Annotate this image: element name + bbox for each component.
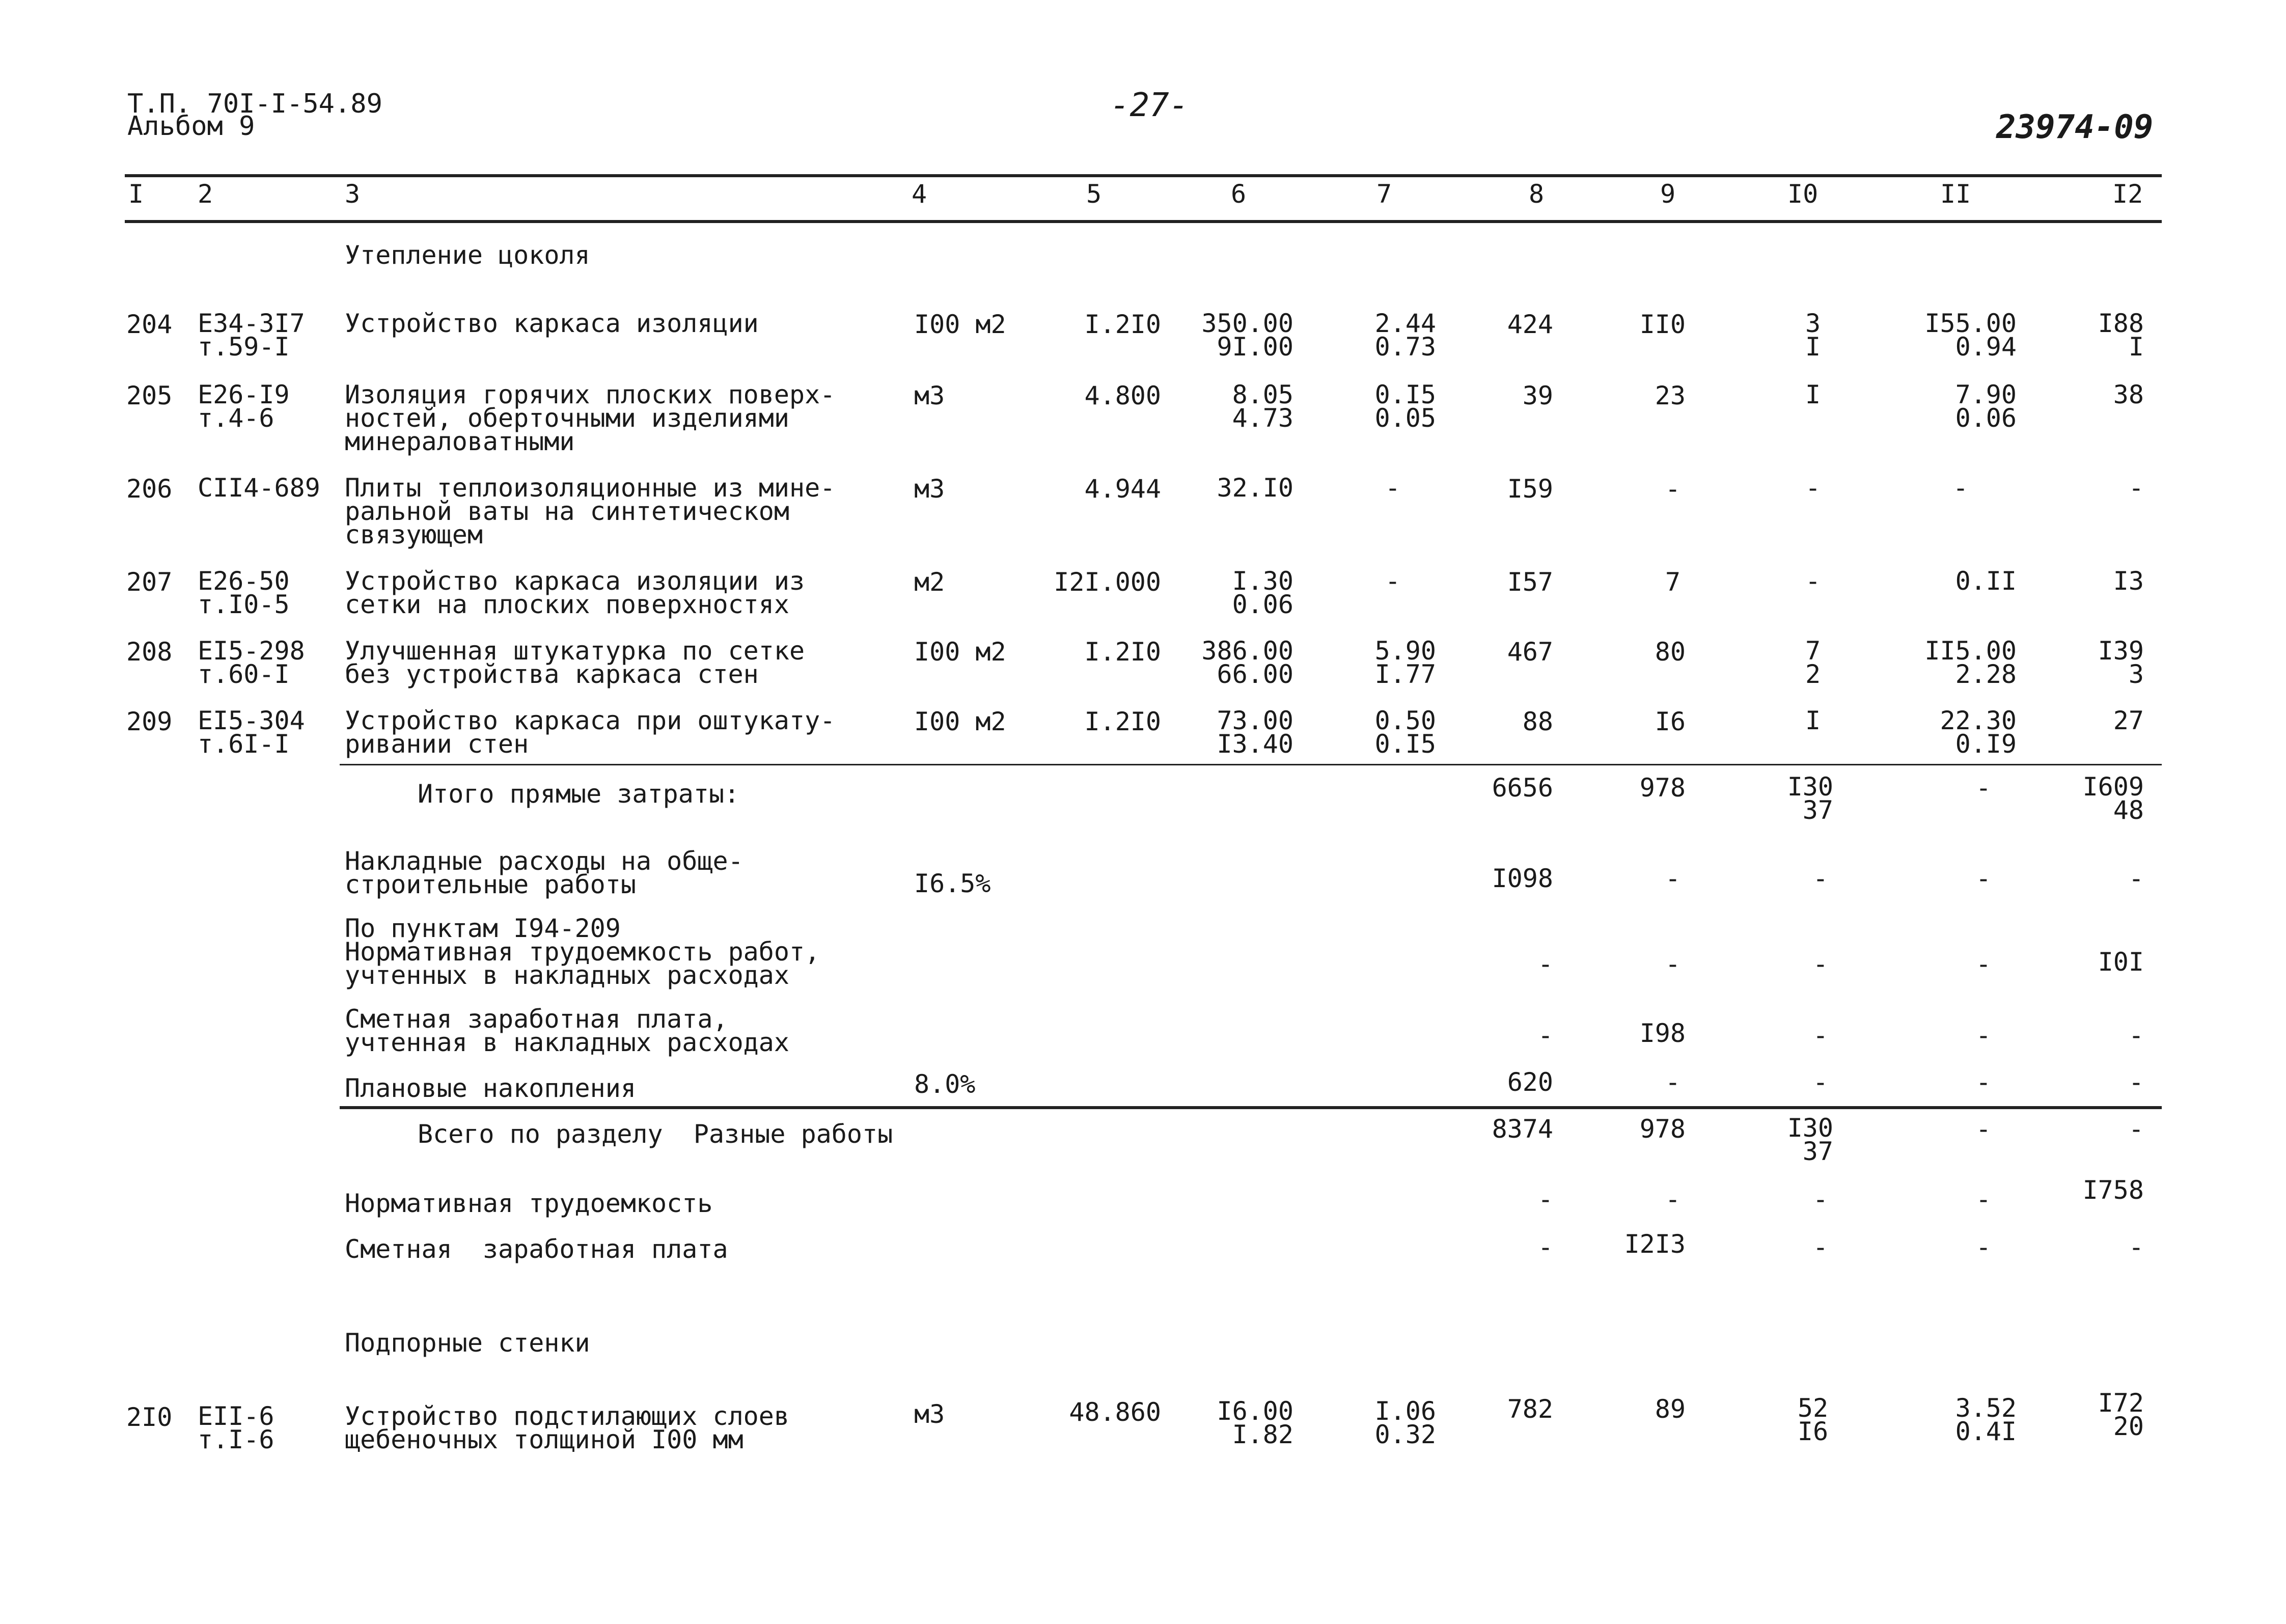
col11-value: II5.00 2.28	[1924, 636, 2017, 689]
quantity: I.2I0	[1084, 637, 1161, 667]
total-label: Сметная заработная плата, учтенная в накладных расходах	[345, 1004, 789, 1057]
col7-value: 2.44 0.73	[1374, 309, 1436, 362]
total-label: По пунктам I94-209 Нормативная трудоемкость работ, учтенных в накладных расходах	[345, 914, 820, 990]
work-description: Устройство каркаса изоляции	[345, 309, 759, 338]
work-description: Плиты теплоизоляционные из мине- ральной ваты на синтетическом связующем	[345, 473, 836, 549]
col9-value: -	[1665, 1185, 1681, 1214]
row-number: 209	[126, 707, 173, 736]
col11-value: -	[1975, 1232, 1991, 1262]
col-header: 2	[198, 179, 213, 209]
col7-value: -	[1385, 566, 1400, 596]
col12-value: -	[2128, 473, 2144, 503]
total-label: Всего по разделу Разные работы	[418, 1119, 893, 1149]
col-header: 7	[1376, 179, 1392, 209]
unit: I00 м2	[914, 707, 1006, 736]
total-label: Накладные расходы на обще- строительные работы	[345, 846, 743, 899]
col8-value: I59	[1507, 474, 1553, 504]
col8-value: 424	[1507, 310, 1553, 339]
work-description: Устройство каркаса изоляции из сетки на плоских поверхностях	[345, 566, 805, 619]
col11-value: I55.00 0.94	[1924, 309, 2017, 362]
unit: м3	[914, 381, 945, 410]
quantity: 4.800	[1084, 381, 1161, 410]
col10-value: -	[1805, 473, 1821, 503]
col12-value: I0I	[2098, 947, 2144, 977]
section-title: Подпорные стенки	[345, 1328, 590, 1358]
archive-code: 23974-09	[1996, 108, 2154, 146]
rate-code: ЕII-6 т.I-6	[198, 1401, 274, 1454]
col10-value: -	[1812, 1021, 1828, 1050]
col-header: 8	[1529, 179, 1545, 209]
col10-value: I	[1805, 380, 1821, 409]
col10-value: -	[1812, 1067, 1828, 1097]
col-header: I2	[2112, 179, 2143, 209]
col8-value: -	[1537, 949, 1553, 979]
col8-value: 39	[1522, 381, 1553, 410]
col-header: I0	[1787, 179, 1819, 209]
row-number: 208	[126, 637, 173, 667]
totals-top-rule	[340, 764, 2162, 765]
col7-value: I.06 0.32	[1374, 1396, 1436, 1449]
col8-value: -	[1537, 1021, 1553, 1050]
col10-value: I30 37	[1787, 1113, 1833, 1166]
col11-value: -	[1975, 1114, 1991, 1144]
col11-value: -	[1975, 864, 1991, 893]
section-total-rule	[340, 1106, 2162, 1109]
rate-percent: 8.0%	[914, 1069, 976, 1099]
col-header: 5	[1086, 179, 1102, 209]
col-header: 3	[345, 179, 361, 209]
col12-value: I39 3	[2098, 636, 2144, 689]
col8-value: 88	[1522, 707, 1553, 736]
quantity: 4.944	[1084, 474, 1161, 504]
col9-value: 80	[1655, 637, 1686, 667]
col9-value: 89	[1655, 1394, 1686, 1424]
unit-price: 350.00 9I.00	[1201, 309, 1293, 362]
col10-value: 7 2	[1805, 636, 1821, 689]
col11-value: 22.30 0.I9	[1940, 706, 2017, 759]
col8-value: I57	[1507, 567, 1553, 597]
col9-value: 978	[1639, 773, 1686, 803]
section-title: Утепление цоколя	[345, 240, 590, 270]
col11-value: 0.II	[1955, 566, 2017, 596]
col8-value: I098	[1492, 864, 1553, 893]
col10-value: -	[1812, 1232, 1828, 1262]
total-label: Сметная заработная плата	[345, 1234, 728, 1264]
col12-value: -	[2128, 1067, 2144, 1097]
col12-value: -	[2128, 1114, 2144, 1144]
col10-value: 52 I6	[1797, 1393, 1829, 1446]
col12-value: I3	[2113, 566, 2144, 596]
col9-value: -	[1665, 1067, 1681, 1097]
col11-value: -	[1975, 1185, 1991, 1214]
row-number: 2I0	[126, 1402, 173, 1432]
work-description: Улучшенная штукатурка по сетке без устройства каркаса стен	[345, 636, 805, 689]
unit-price: I.30 0.06	[1232, 566, 1293, 619]
col9-value: I98	[1639, 1019, 1686, 1048]
col12-value: -	[2128, 1232, 2144, 1262]
quantity: I.2I0	[1084, 707, 1161, 736]
total-label: Итого прямые затраты:	[418, 779, 740, 809]
quantity: 48.860	[1069, 1397, 1161, 1427]
col11-value: -	[1975, 773, 1991, 803]
unit: I00 м2	[914, 637, 1006, 667]
col10-value: I30 37	[1787, 772, 1833, 825]
col11-value: 3.52 0.4I	[1955, 1393, 2017, 1446]
row-number: 205	[126, 381, 173, 410]
row-number: 206	[126, 474, 173, 504]
col10-value: -	[1812, 949, 1828, 979]
rate-percent: I6.5%	[914, 869, 991, 898]
doc-reference: Т.П. 70I-I-54.89	[127, 89, 382, 119]
col9-value: 23	[1655, 381, 1686, 410]
rate-code: СII4-689	[198, 473, 320, 503]
col12-value: 27	[2113, 706, 2144, 735]
table-header-rule	[125, 220, 2162, 223]
col9-value: 7	[1665, 567, 1681, 597]
col12-value: I88 I	[2098, 309, 2144, 362]
unit-price: I6.00 I.82	[1217, 1396, 1293, 1449]
col8-value: -	[1537, 1185, 1553, 1214]
col10-value: -	[1812, 864, 1828, 893]
col11-value: -	[1975, 1067, 1991, 1097]
col11-value: 7.90 0.06	[1955, 380, 2017, 433]
col11-value: -	[1952, 473, 1969, 503]
col8-value: 8374	[1492, 1114, 1553, 1144]
rate-code: ЕI5-298 т.60-I	[198, 636, 305, 689]
unit-price: 73.00 I3.40	[1217, 706, 1293, 759]
row-number: 204	[126, 310, 173, 339]
table-top-rule	[125, 174, 2162, 177]
col-header: II	[1940, 179, 1971, 209]
work-description: Устройство каркаса при оштукату- ривании стен	[345, 706, 836, 759]
col8-value: 620	[1507, 1067, 1553, 1097]
col12-value: I72 20	[2098, 1388, 2144, 1441]
unit-price: 32.I0	[1217, 473, 1293, 503]
page-number: -27-	[1110, 87, 1189, 124]
unit: м3	[914, 1399, 945, 1429]
col12-value: -	[2128, 864, 2144, 893]
col7-value: 0.50 0.I5	[1374, 706, 1436, 759]
col-header: I	[128, 179, 144, 209]
col12-value: -	[2128, 1021, 2144, 1050]
col8-value: 6656	[1492, 773, 1553, 803]
col7-value: 5.90 I.77	[1374, 636, 1436, 689]
col8-value: 467	[1507, 637, 1553, 667]
col9-value: I2I3	[1624, 1229, 1686, 1259]
col9-value: I6	[1655, 707, 1686, 736]
col11-value: -	[1975, 949, 1991, 979]
unit-price: 8.05 4.73	[1232, 380, 1293, 433]
work-description: Устройство подстилающих слоев щебеночных толщиной I00 мм	[345, 1401, 789, 1454]
quantity: I2I.000	[1054, 567, 1161, 597]
total-label: Плановые накопления	[345, 1074, 636, 1103]
col10-value: 3 I	[1805, 309, 1821, 362]
rate-code: ЕI5-304 т.6I-I	[198, 706, 305, 759]
col-header: 9	[1660, 179, 1676, 209]
work-description: Изоляция горячих плоских поверх- ностей, оберточными изделиями минераловатными	[345, 380, 836, 456]
col12-value: I758	[2082, 1175, 2144, 1205]
row-number: 207	[126, 567, 173, 597]
col9-value: -	[1665, 864, 1681, 893]
col8-value: 782	[1507, 1394, 1553, 1424]
col9-value: II0	[1639, 310, 1686, 339]
unit: м3	[914, 474, 945, 504]
unit: I00 м2	[914, 310, 1006, 339]
col7-value: -	[1385, 473, 1400, 503]
col10-value: I	[1805, 706, 1821, 735]
col9-value: -	[1665, 474, 1681, 504]
col-header: 6	[1231, 179, 1247, 209]
col9-value: 978	[1639, 1114, 1686, 1144]
col10-value: -	[1805, 566, 1821, 596]
col8-value: -	[1537, 1232, 1553, 1262]
rate-code: Е26-I9 т.4-6	[198, 380, 290, 433]
col10-value: -	[1812, 1185, 1828, 1214]
total-label: Нормативная трудоемкость	[345, 1189, 713, 1218]
col7-value: 0.I5 0.05	[1374, 380, 1436, 433]
col12-value: 38	[2113, 380, 2144, 409]
quantity: I.2I0	[1084, 310, 1161, 339]
rate-code: Е34-3I7 т.59-I	[198, 309, 305, 362]
col12-value: I609 48	[2082, 772, 2144, 825]
album-label: Альбом 9	[127, 111, 255, 142]
col9-value: -	[1665, 949, 1681, 979]
col11-value: -	[1975, 1021, 1991, 1050]
col-header: 4	[912, 179, 927, 209]
unit: м2	[914, 567, 945, 597]
unit-price: 386.00 66.00	[1201, 636, 1293, 689]
rate-code: Е26-50 т.I0-5	[198, 566, 290, 619]
